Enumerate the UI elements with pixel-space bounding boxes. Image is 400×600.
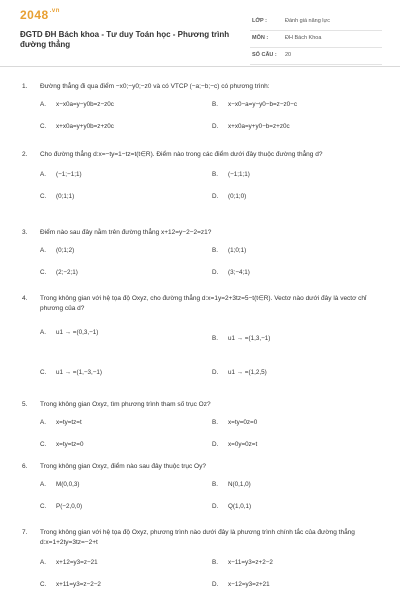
option-a[interactable]: A. (−1;−1;1): [40, 171, 82, 178]
question-text: Đường thẳng đi qua điểm −x0;−y0;−z0 và có VTCP (−a;−b;−c) có phương trình:: [40, 83, 270, 90]
question-number: 3.: [22, 229, 28, 236]
meta-table: [250, 14, 382, 65]
option-c[interactable]: C. x+11=y3=z−2−2: [40, 581, 101, 588]
option-c[interactable]: C. P(−2,0,0): [40, 503, 83, 510]
option-d[interactable]: D. (0;1;0): [212, 193, 247, 200]
question-number: 4.: [22, 295, 28, 302]
option-a[interactable]: A. M(0,0,3): [40, 481, 80, 488]
meta-row-class: LỚP : Đánh giá năng lực: [250, 14, 382, 31]
question-2: [0, 150, 400, 200]
option-b[interactable]: B. x=ty=0z=0: [212, 419, 258, 426]
question-number: 2.: [22, 151, 28, 158]
option-d[interactable]: D. x−12=y3=z+21: [212, 581, 270, 588]
option-a[interactable]: A. (0;1;2): [40, 247, 75, 254]
option-b[interactable]: B. x−x0−a=y−y0−b=z−z0−c: [212, 101, 297, 108]
question-number: 5.: [22, 401, 28, 408]
question-6: [0, 462, 400, 510]
question-4: [0, 294, 400, 376]
option-b[interactable]: B. x−11=y3=z+2−2: [212, 559, 273, 566]
site-logo[interactable]: $2048^{.vn}$: [20, 8, 60, 22]
option-b[interactable]: B. N(0,1,0): [212, 481, 251, 488]
option-b[interactable]: B. (1;0;1): [212, 247, 247, 254]
question-text: Trong không gian Oxyz, tìm phương trình tham số trục Oz?: [40, 401, 211, 408]
question-text: Trong không gian Oxyz, điểm nào sau đây thuộc trục Oy?: [40, 463, 206, 470]
option-a[interactable]: A. x=ty=tz=t: [40, 419, 82, 426]
option-c[interactable]: C. x+x0a=y+y0b=z+z0c: [40, 123, 114, 130]
meta-row-count: SỐ CÂU : 20: [250, 48, 382, 65]
question-1: [0, 82, 400, 130]
option-a[interactable]: A. x−x0a=y−y0b=z−z0c: [40, 101, 114, 108]
option-b[interactable]: B. u1 → =(1,3,−1): [212, 335, 271, 342]
question-number: 7.: [22, 529, 28, 536]
document-header: [0, 0, 400, 67]
option-d[interactable]: D. x=0y=0z=t: [212, 441, 258, 448]
option-c[interactable]: C. u1 → =(1,−3,−1): [40, 369, 103, 376]
option-d[interactable]: D. (3;−4;1): [212, 269, 250, 276]
question-5: [0, 400, 400, 448]
option-a[interactable]: A. x+12=y3=z−21: [40, 559, 98, 566]
option-b[interactable]: B. (−1;1;1): [212, 171, 250, 178]
question-text: Trong không gian với hệ tọa độ Oxyz, cho đường thẳng d:x=1y=2+3tz=5−t(t∈R). Vectơ nào dưới đây là vectơ chỉ phương của d?: [40, 295, 367, 312]
option-d[interactable]: D. Q(1,0,1): [212, 503, 252, 510]
option-c[interactable]: C. x=ty=tz=0: [40, 441, 84, 448]
question-text: Cho đường thẳng d:x=−ty=1−tz=t(t∈R). Điểm nào trong các điểm dưới đây thuộc đường thẳng d?: [40, 151, 323, 158]
option-c[interactable]: C. (2;−2;1): [40, 269, 78, 276]
question-text: Trong không gian với hệ tọa độ Oxyz, phương trình nào dưới đây là phương trình chính tắc của đường thẳng d:x=1+2ty=3tz=−2+t: [40, 529, 355, 546]
meta-row-subject: MÔN : ĐH Bách Khoa: [250, 31, 382, 48]
question-7: [0, 528, 400, 588]
question-3: [0, 228, 400, 276]
option-a[interactable]: A. u1 → =(0,3,−1): [40, 329, 99, 336]
question-number: 6.: [22, 463, 28, 470]
option-d[interactable]: D. x+x0a=y+y0−b=z+z0c: [212, 123, 290, 130]
option-d[interactable]: D. u1 → =(1,2,5): [212, 369, 267, 376]
document-title: ĐGTD ĐH Bách khoa - Tư duy Toán học - Phương trình đường thẳng: [20, 30, 230, 49]
question-number: 1.: [22, 83, 28, 90]
question-text: Điểm nào sau đây nằm trên đường thẳng x+12=y−2−2=z1?: [40, 229, 212, 236]
option-c[interactable]: C. (0;1;1): [40, 193, 75, 200]
